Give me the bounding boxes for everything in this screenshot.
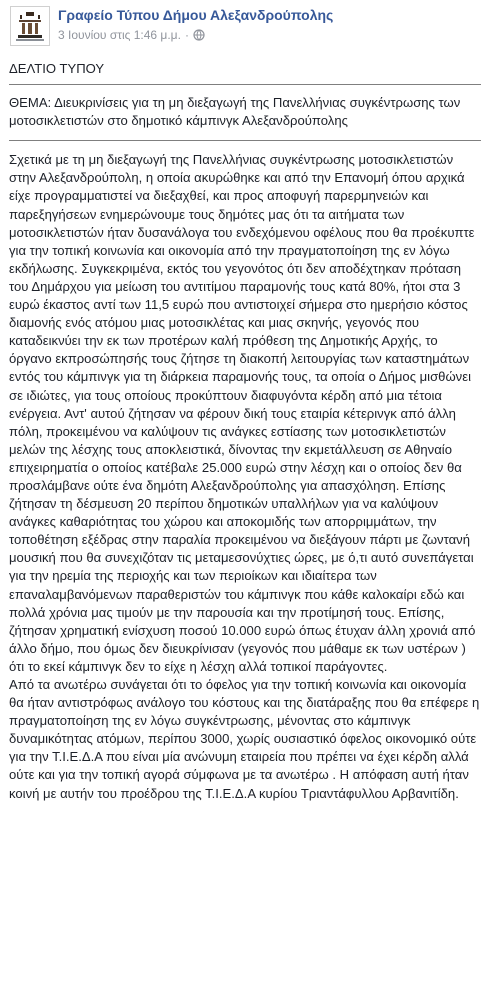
post-meta [58, 28, 205, 44]
divider [9, 140, 481, 141]
divider [9, 84, 481, 85]
document-title: ΔΕΛΤΙΟ ΤΥΠΟΥ [9, 61, 105, 76]
post-header [0, 0, 487, 52]
municipality-logo-icon [11, 7, 49, 45]
page-avatar[interactable] [10, 6, 50, 46]
document-subject: ΘΕΜΑ: Διευκρινίσεις για τη μη διεξαγωγή της Πανελλήνιας συγκέντρωσης των μοτοσικλετιστών στο δημοτικό κάμπινγκ Αλεξανδρούπολης [9, 95, 461, 129]
body-paragraph-2: Από τα ανωτέρω συνάγεται ότι το όφελος για την τοπική κοινωνία και οικονομία θα ήταν αντιστρόφως ανάλογο του κόστους και της διατάραξης που θα επέφερε η πραγματοποίηση της εν λόγω συγκέντρωσης, μένοντας στο κάμπινγκ δυναμικότητας ατόμων, περίπου 3000, χωρίς ουσιαστικό όφελος οικονομικό ούτε για την Τ.Ι.Ε.Δ.Α που είναι μία ανώνυμη εταιρεία που πρέπει να έχει κέρδη αλλά ούτε και για την τοπική αγορά σύμφωνα με τα ανωτέρω . Η απόφαση αυτή ήταν κοινή με αυτήν του προέδρου της Τ.Ι.Ε.Δ.Α κυρίου Τριαντάφυλλου Αρβανιτίδη. [9, 677, 480, 801]
post-content [9, 60, 481, 803]
post-timestamp[interactable]: 3 Ιουνίου στις 1:46 μ.μ. [58, 28, 181, 42]
body-paragraph-1: Σχετικά με τη μη διεξαγωγή της Πανελλήνιας συγκέντρωσης μοτοσικλετιστών στην Αλεξανδρούπολη, η οποία ακυρώθηκε και από την Επανομή όπου αρχικά είχε προγραμματιστεί να διεξαχθεί, και προς αποφυγή παρερμηνειών και παρεξηγήσεων ενημερώνουμε τους δημότες μας ότι τα αιτήματα των μοτοσικλετιστών ήταν δυσανάλογα του ενδεχόμενου οφέλους που θα προέκυπτε για την τοπική κοινωνία και οικονομία από την πραγματοποίηση της εν λόγω εκδήλωσης. Συγκεκριμένα, εκτός του γεγονότος ότι δεν αποδέχτηκαν πρόταση του Δημάρχου για μείωση του αντιτίμου παραμονής τους κατά 80%, ήτοι στα 3 ευρώ έκαστος αντί των 11,5 ευρώ που αντιστοιχεί σήμερα στο ημερήσιο κόστος διαμονής ενός ατόμου μιας μοτοσικλέτας και μιας σκηνής, γεγονός που καταδεικνύει την εκ των προτέρων καλή πρόθεση της Δημοτικής Αρχής, το όργανο εκπροσώπησής τους ζήτησε τη διακοπή λειτουργίας των καταστημάτων εντός του κάμπινγκ για τη διάρκεια παραμονής τους, τα οποία ο Δήμος μισθώνει σε ιδιώτες, για τους οποίους προκύπτουν διαφυγόντα κέρδη από μια τέτοια ενέργεια. Αντ' αυτού ζήτησαν να φέρουν δική τους εταιρία κέτερινγκ από άλλη πόλη, προκειμένου να καλύψουν τις ανάγκες εστίασης των μοτοσικλετιστών μελών της λέσχης τους αποκλειστικά, δίνοντας την εκμετάλλευση σε Αθηναίο επιχειρηματία ο οποίος κατέβαλε 25.000 ευρώ στην λέσχη και ο οποίος δεν θα προσλάμβανε ούτε ένα δημότη Αλεξανδρούπολης για απασχόληση. Επίσης ζήτησαν τη δέσμευση 20 περίπου δημοτικών υπαλλήλων για να καλύψουν ανάγκες καθαριότητας του χώρου και αποκομιδής των απορριμμάτων, την τοποθέτηση εξέδρας στην παραλία προκειμένου να διεξάγουν πάρτι με ζωντανή μουσική που θα συνεχιζόταν τις μεταμεσονύχτιες ώρες, με ό,τι αυτό συνεπάγεται για την ηρεμία της περιοχής και των περιοίκων και ιδιαίτερα των επαναλαμβανόμενων παραθεριστών του κάμπινγκ που κάθε καλοκαίρι εδώ και πολλά χρόνια μας τιμούν με την παρουσία και την προτίμησή τους. Επίσης, ζήτησαν χρηματική ενίσχυση ποσού 10.000 ευρώ όπως έτυχαν άλλη χρονιά από άλλο δήμο, που όμως δεν διευκρίνισαν (γεγονός που μάθαμε εκ των υστέρων ) ότι το εκεί κάμπινγκ δεν το είχε η λέσχη αλλά τοπικοί παράγοντες. [9, 152, 476, 674]
page-name-link[interactable]: Γραφείο Τύπου Δήμου Αλεξανδρούπολης [58, 7, 334, 23]
globe-icon[interactable] [193, 29, 205, 44]
meta-separator: · [184, 28, 189, 42]
